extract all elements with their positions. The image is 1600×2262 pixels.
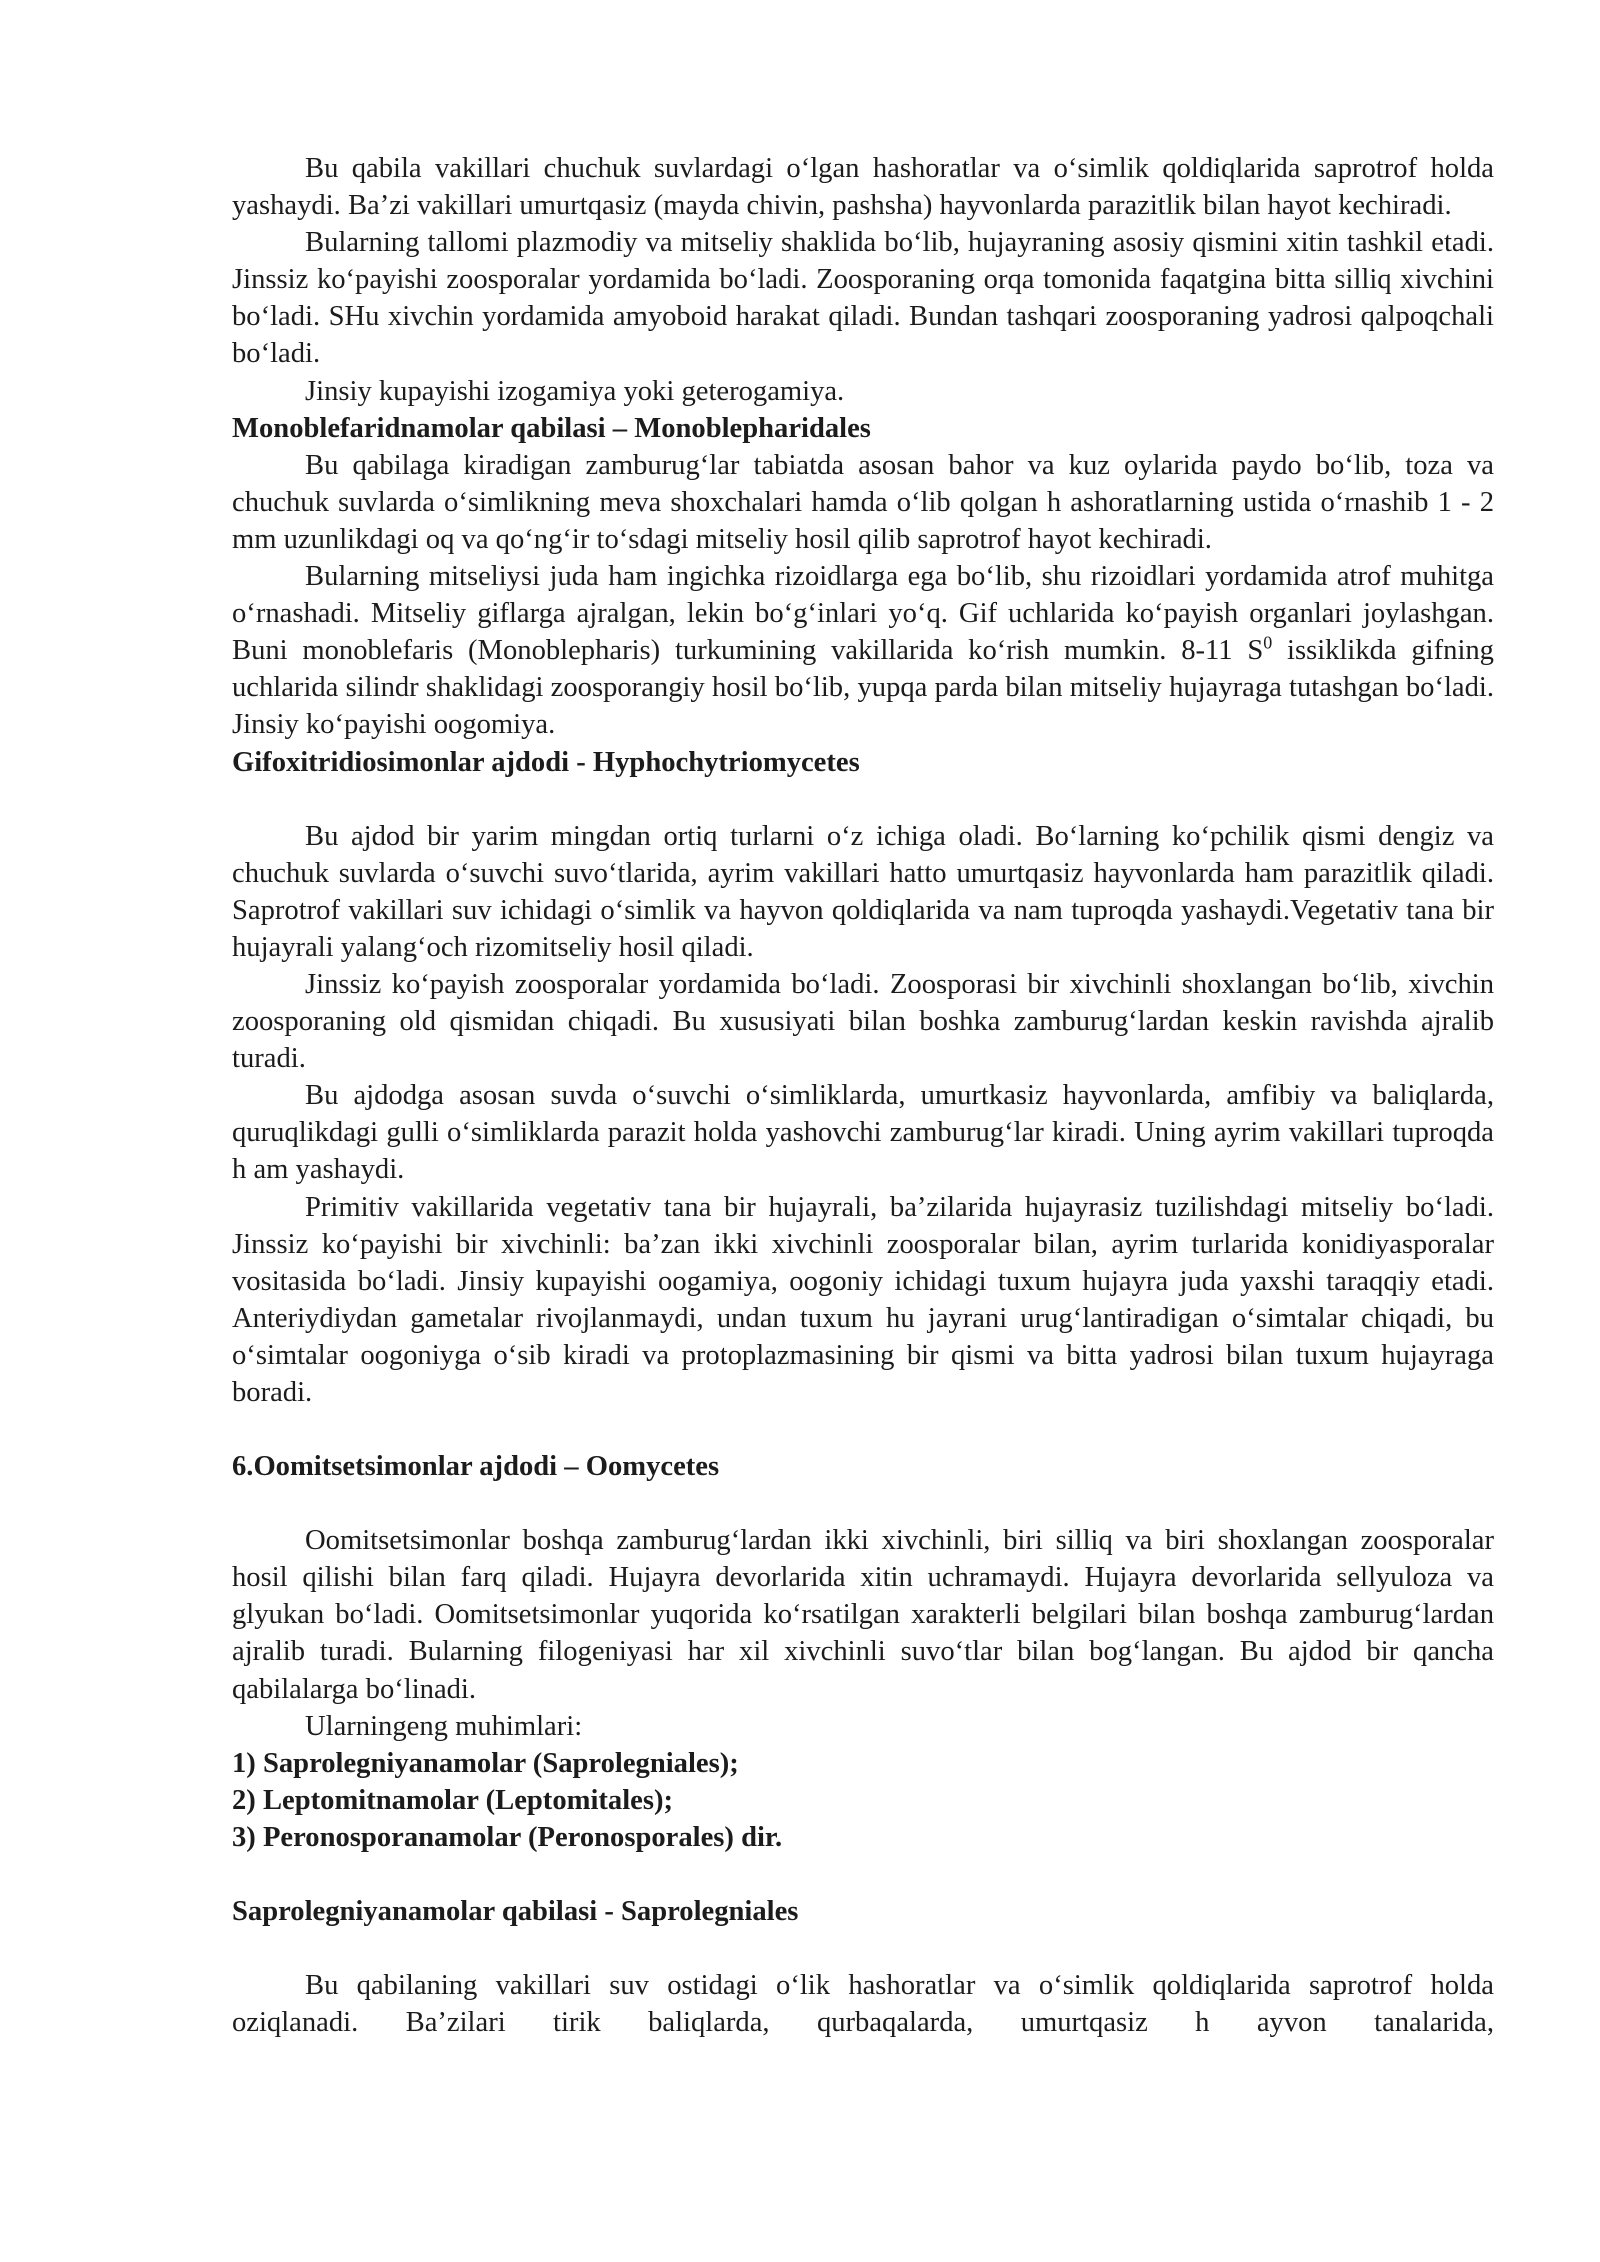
paragraph: Bularning tallomi plazmodiy va mitseliy shaklida bo‘lib, hujayraning asosiy qismini xitin tashkil etadi. Jinssiz ko‘payishi zoosporalar yordamida bo‘ladi. Zoosporaning orqa tomonida faqatgina bitta silliq xivchini bo‘ladi. SHu xivchin yordamida amyoboid harakat qiladi. Bundan tashqari zoosporaning yadrosi qalpoqchali bo‘ladi. [232,227,1494,370]
degree-superscript: 0 [1263,632,1273,653]
paragraph-text: Bularning mitseliysi juda ham ingichka rizoidlarga ega bo‘lib, shu rizoidlari yordamida atrof muhitga o‘rnashadi. Mitseliy giflarga ajralgan, lekin bo‘g‘inlari yo‘q. Gif uchlarida ko‘payish organlari joylashgan. Buni monoblefaris (Monoblepharis) turkumining vakillarida ko‘rish mumkin. 8-11 S [232,561,1494,667]
document-page [232,150,1494,2041]
paragraph: Bu ajdod bir yarim mingdan ortiq turlarni o‘z ichiga oladi. Bo‘larning ko‘pchilik qismi dengiz va chuchuk suvlarda o‘suvchi suvo‘tlarida, ayrim vakillari hatto umurtqasiz hayvonlarda ham parazitlik qiladi. Saprotrof vakillari suv ichidagi o‘simlik va hayvon qoldiqlarida va nam tuproqda yashaydi.Vegetativ tana bir hujayrali yalang‘och rizomitseliy hosil qiladi. [232,820,1494,963]
paragraph: Bu qabila vakillari chuchuk suvlardagi o‘lgan hashoratlar va o‘simlik qoldiqlarida saprotrof holda yashaydi. Ba’zi vakillari umurtqasiz (mayda chivin, pashsha) hayvonlarda parazitlik bilan hayot kechiradi. [232,153,1494,222]
paragraph: Bu qabilaga kiradigan zamburug‘lar tabiatda asosan bahor va kuz oylarida paydo bo‘lib, toza va chuchuk suvlarda o‘simlikning meva shoxchalari hamda o‘lib qolgan h ashoratlarning ustida o‘rnashib 1 - 2 mm uzunlikdagi oq va qo‘ng‘ir to‘sdagi mitseliy hosil qilib saprotrof hayot kechiradi. [232,449,1494,555]
spacer [232,1411,1494,1448]
spacer [232,781,1494,818]
paragraph: Bu ajdodga asosan suvda o‘suvchi o‘simliklarda, umurtkasiz hayvonlarda, amfibiy va baliqlarda, quruqlikdagi gulli o‘simliklarda parazit holda yashovchi zamburug‘lar kiradi. Uning ayrim vakillari tuproqda h am yashaydi. [232,1080,1494,1186]
paragraph: Oomitsetsimonlar boshqa zamburug‘lardan ikki xivchinli, biri silliq va biri shoxlangan zoosporalar hosil qilishi bilan farq qiladi. Hujayra devorlarida xitin uchramaydi. Hujayra devorlarida sellyuloza va glyukan bo‘ladi. Oomitsetsimonlar yuqorida ko‘rsatilgan xarakterli belgilari bilan boshqa zamburug‘lardan ajralib turadi. Bularning filogeniyasi har xil xivchinli suvo‘tlar bilan bog‘langan. Bu ajdod bir qancha qabilalarga bo‘linadi. [232,1525,1494,1705]
section-heading: Gifoxitridiosimonlar ajdodi - Hyphochytriomycetes [232,746,860,778]
paragraph-text: issiklikda gifning uchlarida silindr shaklidagi zoosporangiy hosil bo‘lib, yupqa parda bilan mitseliy hujayraga tutashgan bo‘ladi. Jinsiy ko‘payishi oogomiya. [232,635,1494,741]
spacer [232,1930,1494,1967]
paragraph: Ularningeng muhimlari: [305,1710,583,1742]
section-heading: Saprolegniyanamolar qabilasi - Saprolegniales [232,1896,799,1928]
paragraph: Jinsiy kupayishi izogamiya yoki geterogamiya. [305,375,845,407]
paragraph: Jinssiz ko‘payish zoosporalar yordamida bo‘ladi. Zoosporasi bir xivchinli shoxlangan bo‘lib, xivchin zoosporaning old qismidan chiqadi. Bu xususiyati bilan boshka zamburug‘lardan keskin ravishda ajralib turadi. [232,968,1494,1075]
paragraph: Bu qabilaning vakillari suv ostidagi o‘lik hashoratlar va o‘simlik qoldiqlarida saprotrof holda oziqlanadi. Ba’zilari tirik baliqlarda, qurbaqalarda, umurtqasiz h ayvon tanalarida, [232,1970,1494,2039]
spacer [232,1485,1494,1522]
section-heading: 6.Oomitsetsimonlar ajdodi – Oomycetes [232,1451,720,1483]
list-item: 3) Peronosporanamolar (Peronosporales) dir. [232,1821,783,1853]
paragraph: Primitiv vakillarida vegetativ tana bir hujayrali, ba’zilarida hujayrasiz tuzilishdagi mitseliy bo‘ladi. Jinssiz ko‘payishi bir xivchinli: ba’zan ikki xivchinli zoosporalar bilan, ayrim turlarida konidiyasporalar vositasida bo‘ladi. Jinsiy kupayishi oogamiya, oogoniy ichidagi tuxum hujayra juda yaxshi taraqqiy etadi. Anteriydiydan gametalar rivojlanmaydi, undan tuxum hu jayrani urug‘lantiradigan o‘simtalar chiqadi, bu o‘simtalar oogoniyga o‘sib kiradi va protoplazmasining bir qismi va bitta yadrosi bilan tuxum hujayraga boradi. [232,1191,1494,1408]
list-item: 2) Leptomitnamolar (Leptomitales); [232,1784,674,1816]
section-heading: Monoblefaridnamolar qabilasi – Monoblepharidales [232,412,871,444]
paragraph [232,558,1494,743]
spacer [232,1856,1494,1893]
list-item: 1) Saprolegniyanamolar (Saprolegniales); [232,1747,739,1779]
